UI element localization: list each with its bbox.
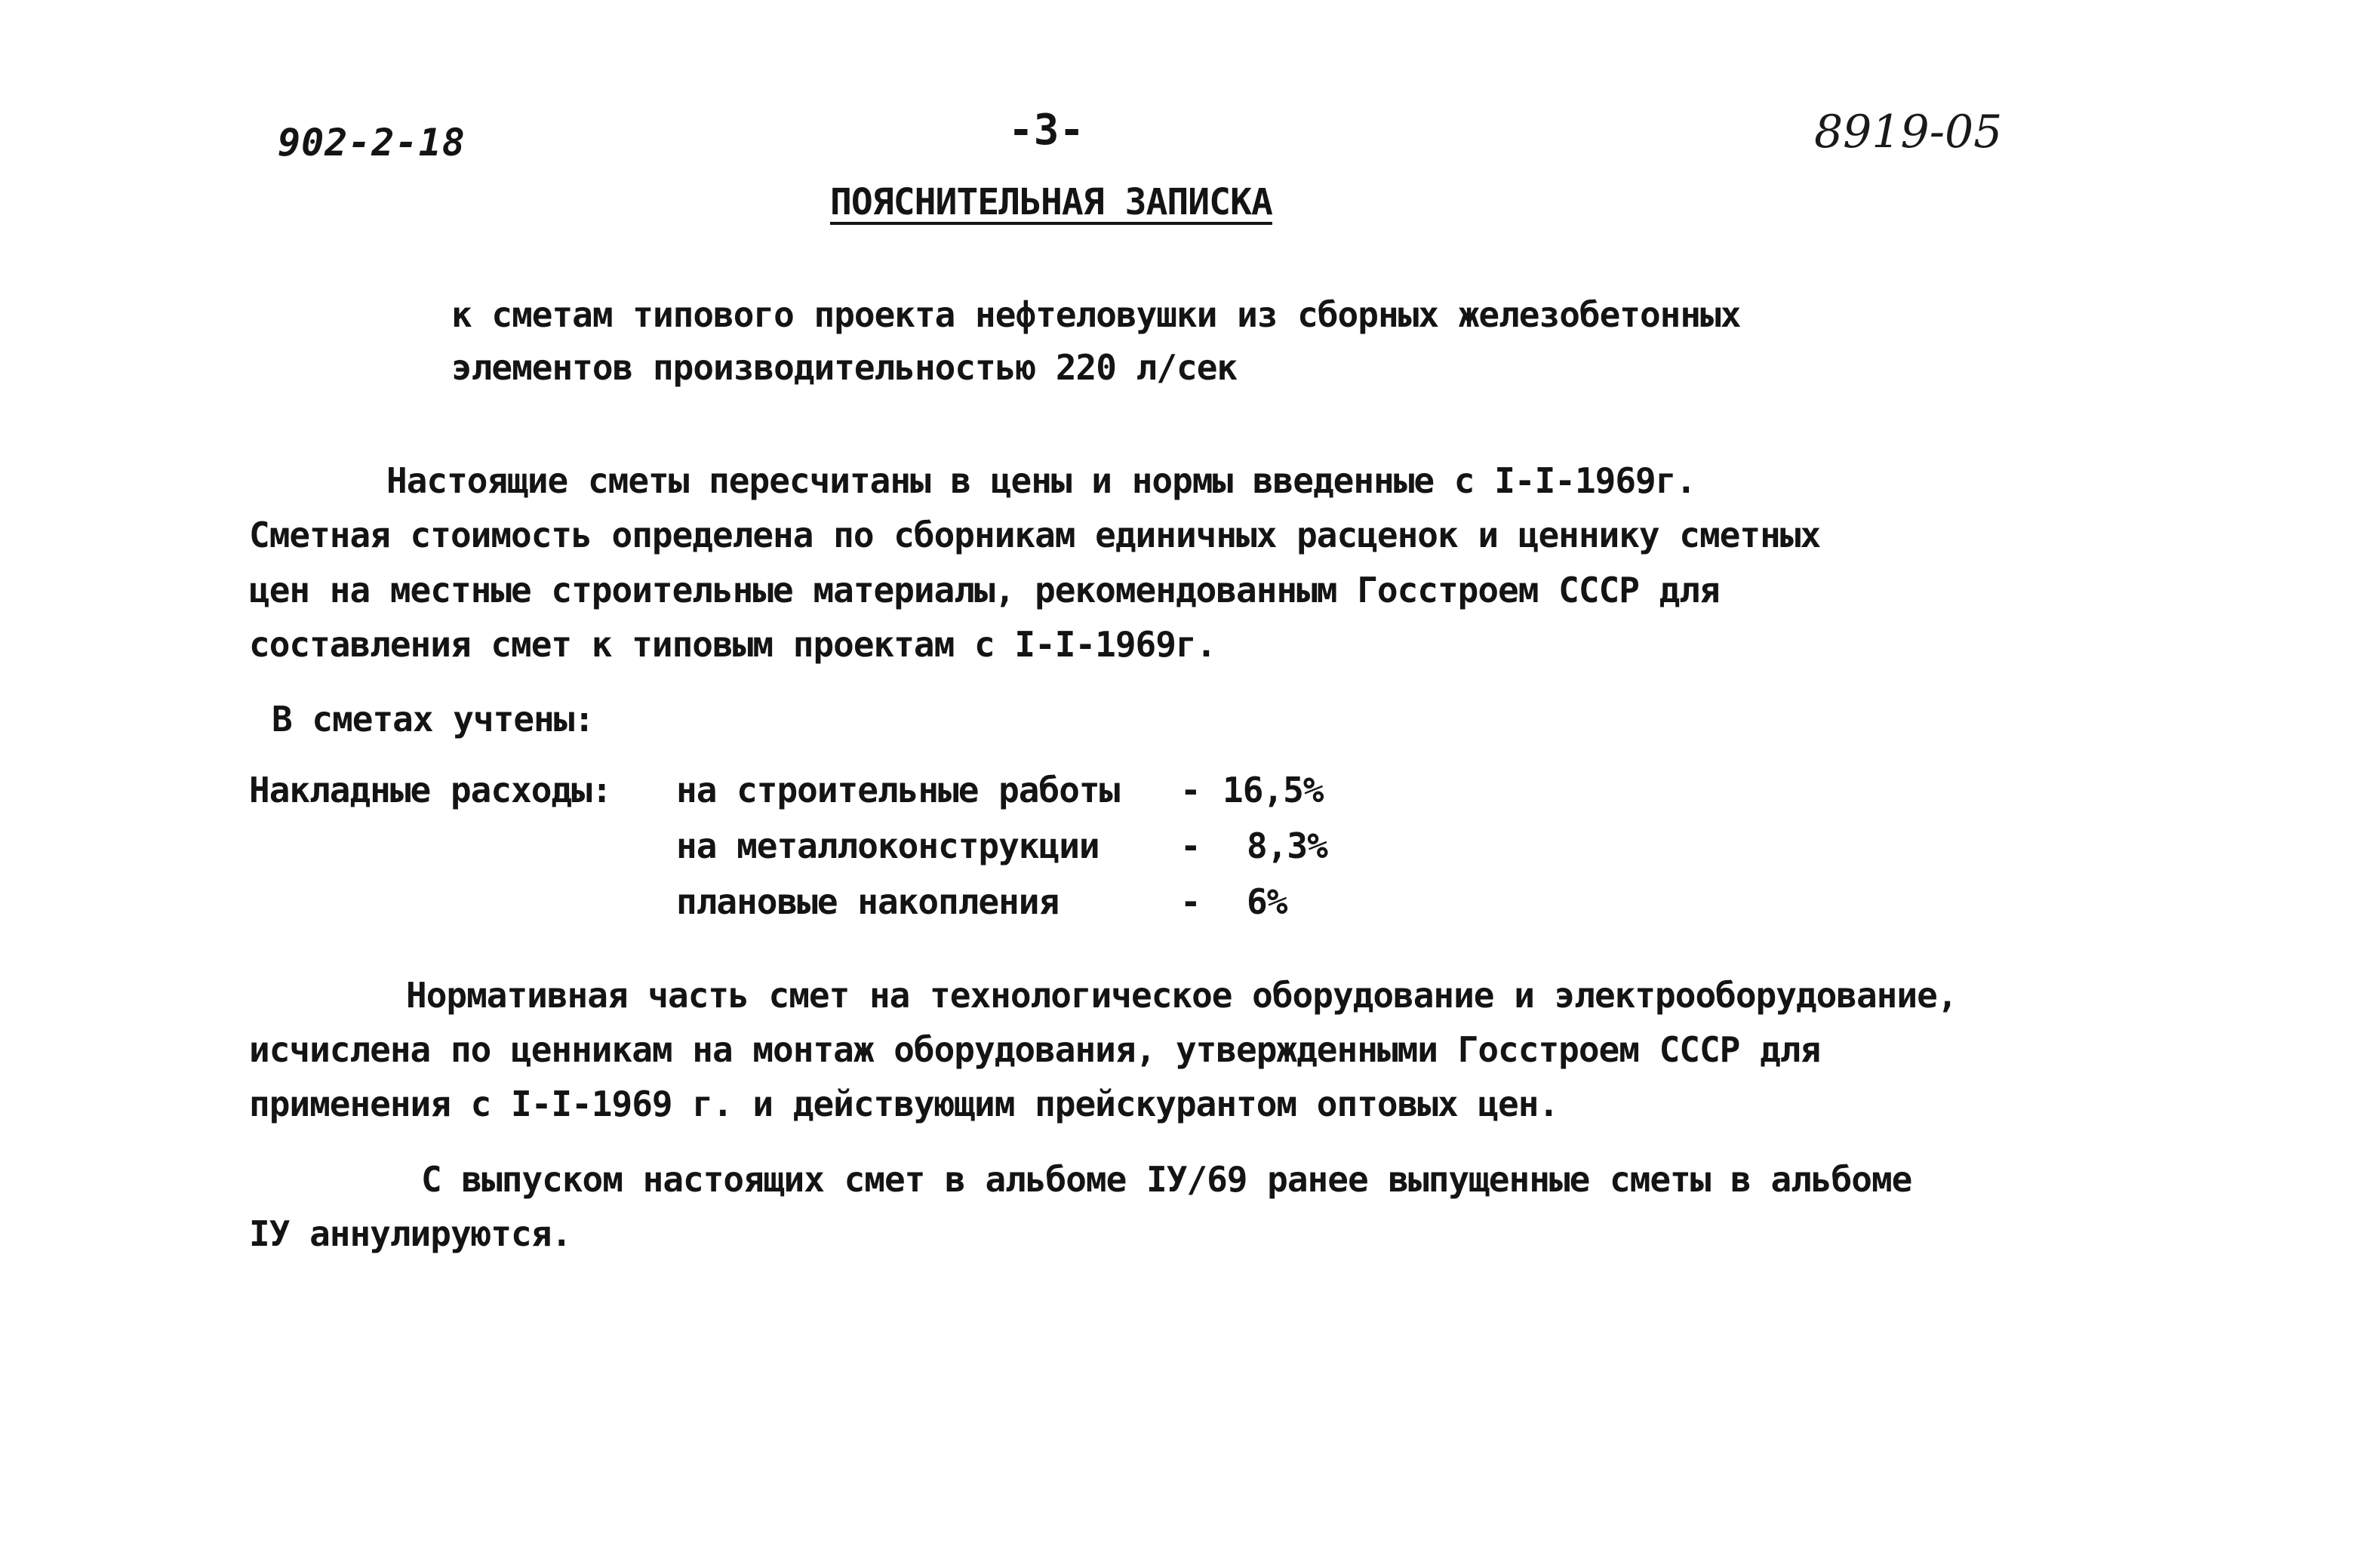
overhead-item-name: плановые накопления: [676, 881, 1060, 922]
paragraph-line: Настоящие сметы пересчитаны в цены и нормы введенные с I-I-1969г.: [386, 460, 1696, 501]
paragraph-line: исчислена по ценникам на монтаж оборудования, утвержденными Госстроем СССР для: [249, 1029, 1821, 1070]
page-number: -3-: [1008, 106, 1085, 155]
overheads-label: Накладные расходы:: [249, 770, 612, 810]
paragraph-line: составления смет к типовым проектам с I-I-1969г.: [249, 624, 1216, 665]
included-heading: В сметах учтены:: [272, 699, 595, 739]
overhead-item-value: 8,3%: [1247, 826, 1327, 866]
subtitle-line: к сметам типового проекта нефтеловушки из сборных железобетонных: [451, 294, 1741, 335]
paragraph-line: применения с I-I-1969 г. и действующим прейскурантом оптовых цен.: [249, 1084, 1559, 1124]
inventory-number: 8919-05: [1814, 106, 2003, 158]
paragraph-line: цен на местные строительные материалы, рекомендованным Госстроем СССР для: [249, 570, 1720, 610]
paragraph-line: Сметная стоимость определена по сборникам единичных расценок и ценнику сметных: [249, 515, 1821, 555]
overhead-item-dash: -: [1180, 881, 1201, 922]
paragraph-line: Нормативная часть смет на технологическое оборудование и электрооборудование,: [406, 975, 1958, 1016]
document-title: ПОЯСНИТЕЛЬНАЯ ЗАПИСКА: [830, 181, 1272, 223]
document-code: 902-2-18: [278, 121, 466, 164]
overhead-item-name: на строительные работы: [676, 770, 1120, 810]
paragraph-line: IУ аннулируются.: [249, 1213, 572, 1254]
overhead-item-value: 16,5%: [1223, 770, 1324, 810]
paragraph-line: С выпуском настоящих смет в альбоме IУ/69 ранее выпущенные сметы в альбоме: [421, 1159, 1912, 1200]
subtitle-line: элементов производительностью 220 л/сек: [451, 347, 1238, 388]
overhead-item-dash: -: [1180, 770, 1201, 810]
overhead-item-name: на металлоконструкции: [676, 826, 1099, 866]
overhead-item-dash: -: [1180, 826, 1201, 866]
overhead-item-value: 6%: [1247, 881, 1287, 922]
